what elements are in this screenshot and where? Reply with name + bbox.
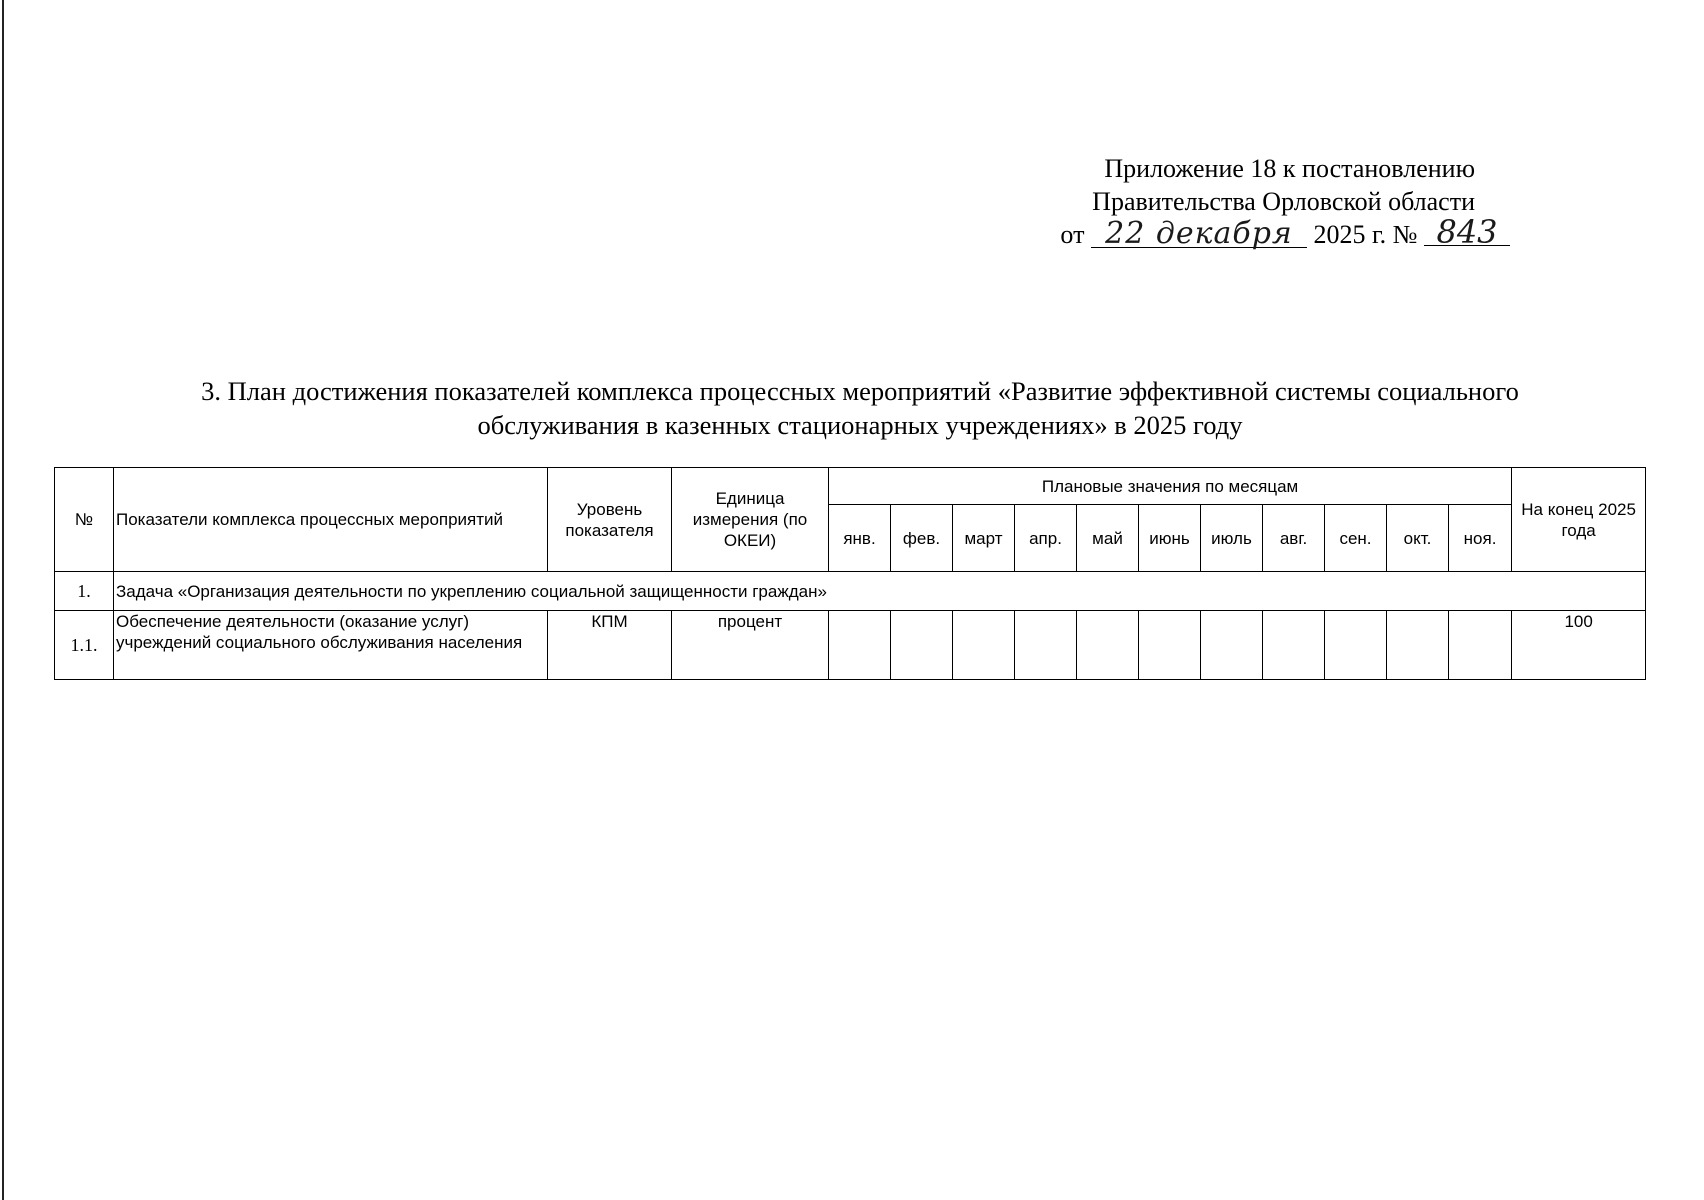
row-month-value	[1263, 611, 1325, 680]
row-month-value	[1449, 611, 1512, 680]
row-month-value	[1015, 611, 1077, 680]
row-month-value	[891, 611, 953, 680]
appendix-line-2: Правительства Орловской области	[1092, 187, 1475, 216]
row-month-value	[829, 611, 891, 680]
header-monthly-values: Плановые значения по месяцам	[829, 468, 1512, 505]
header-month: сен.	[1325, 505, 1387, 572]
header-num: №	[55, 468, 114, 572]
header-month: май	[1077, 505, 1139, 572]
row-year-end: 100	[1512, 611, 1646, 680]
table-row	[55, 611, 1646, 680]
scan-left-edge	[2, 0, 4, 1200]
document-title	[100, 374, 1620, 442]
row-month-value	[1201, 611, 1263, 680]
title-line-2: обслуживания в казенных стационарных учреждениях» в 2025 году	[477, 410, 1243, 440]
appendix-header	[1000, 152, 1520, 251]
header-month: март	[953, 505, 1015, 572]
row-indicator: Обеспечение деятельности (оказание услуг) учреждений социального обслуживания населения	[114, 611, 548, 680]
row-month-value	[1325, 611, 1387, 680]
row-num: 1.1.	[55, 611, 114, 680]
appendix-line-3	[1000, 213, 1520, 251]
title-line-1: 3. План достижения показателей комплекса процессных мероприятий «Развитие эффективной системы социального	[201, 376, 1519, 406]
header-year-end: На конец 2025 года	[1512, 468, 1646, 572]
appendix-from-prefix: от	[1060, 220, 1085, 249]
header-month: апр.	[1015, 505, 1077, 572]
header-month: янв.	[829, 505, 891, 572]
task-num: 1.	[55, 572, 114, 611]
header-month: июнь	[1139, 505, 1201, 572]
row-month-value	[1139, 611, 1201, 680]
header-month: ноя.	[1449, 505, 1512, 572]
task-row	[55, 572, 1646, 611]
handwritten-number: 843	[1424, 219, 1510, 246]
row-month-value	[1077, 611, 1139, 680]
header-level: Уровень показателя	[548, 468, 672, 572]
header-indicator: Показатели комплекса процессных мероприятий	[114, 468, 548, 572]
row-month-value	[1387, 611, 1449, 680]
header-unit: Единица измерения (по ОКЕИ)	[672, 468, 829, 572]
task-text: Задача «Организация деятельности по укреплению социальной защищенности граждан»	[114, 572, 1646, 611]
plan-table	[54, 467, 1646, 680]
header-month: фев.	[891, 505, 953, 572]
handwritten-date: 22 декабря	[1091, 221, 1307, 248]
appendix-year-suffix: 2025 г. №	[1313, 220, 1418, 249]
row-level: КПМ	[548, 611, 672, 680]
row-unit: процент	[672, 611, 829, 680]
header-month: июль	[1201, 505, 1263, 572]
row-month-value	[953, 611, 1015, 680]
header-month: авг.	[1263, 505, 1325, 572]
header-month: окт.	[1387, 505, 1449, 572]
appendix-line-1: Приложение 18 к постановлению	[1104, 154, 1475, 183]
